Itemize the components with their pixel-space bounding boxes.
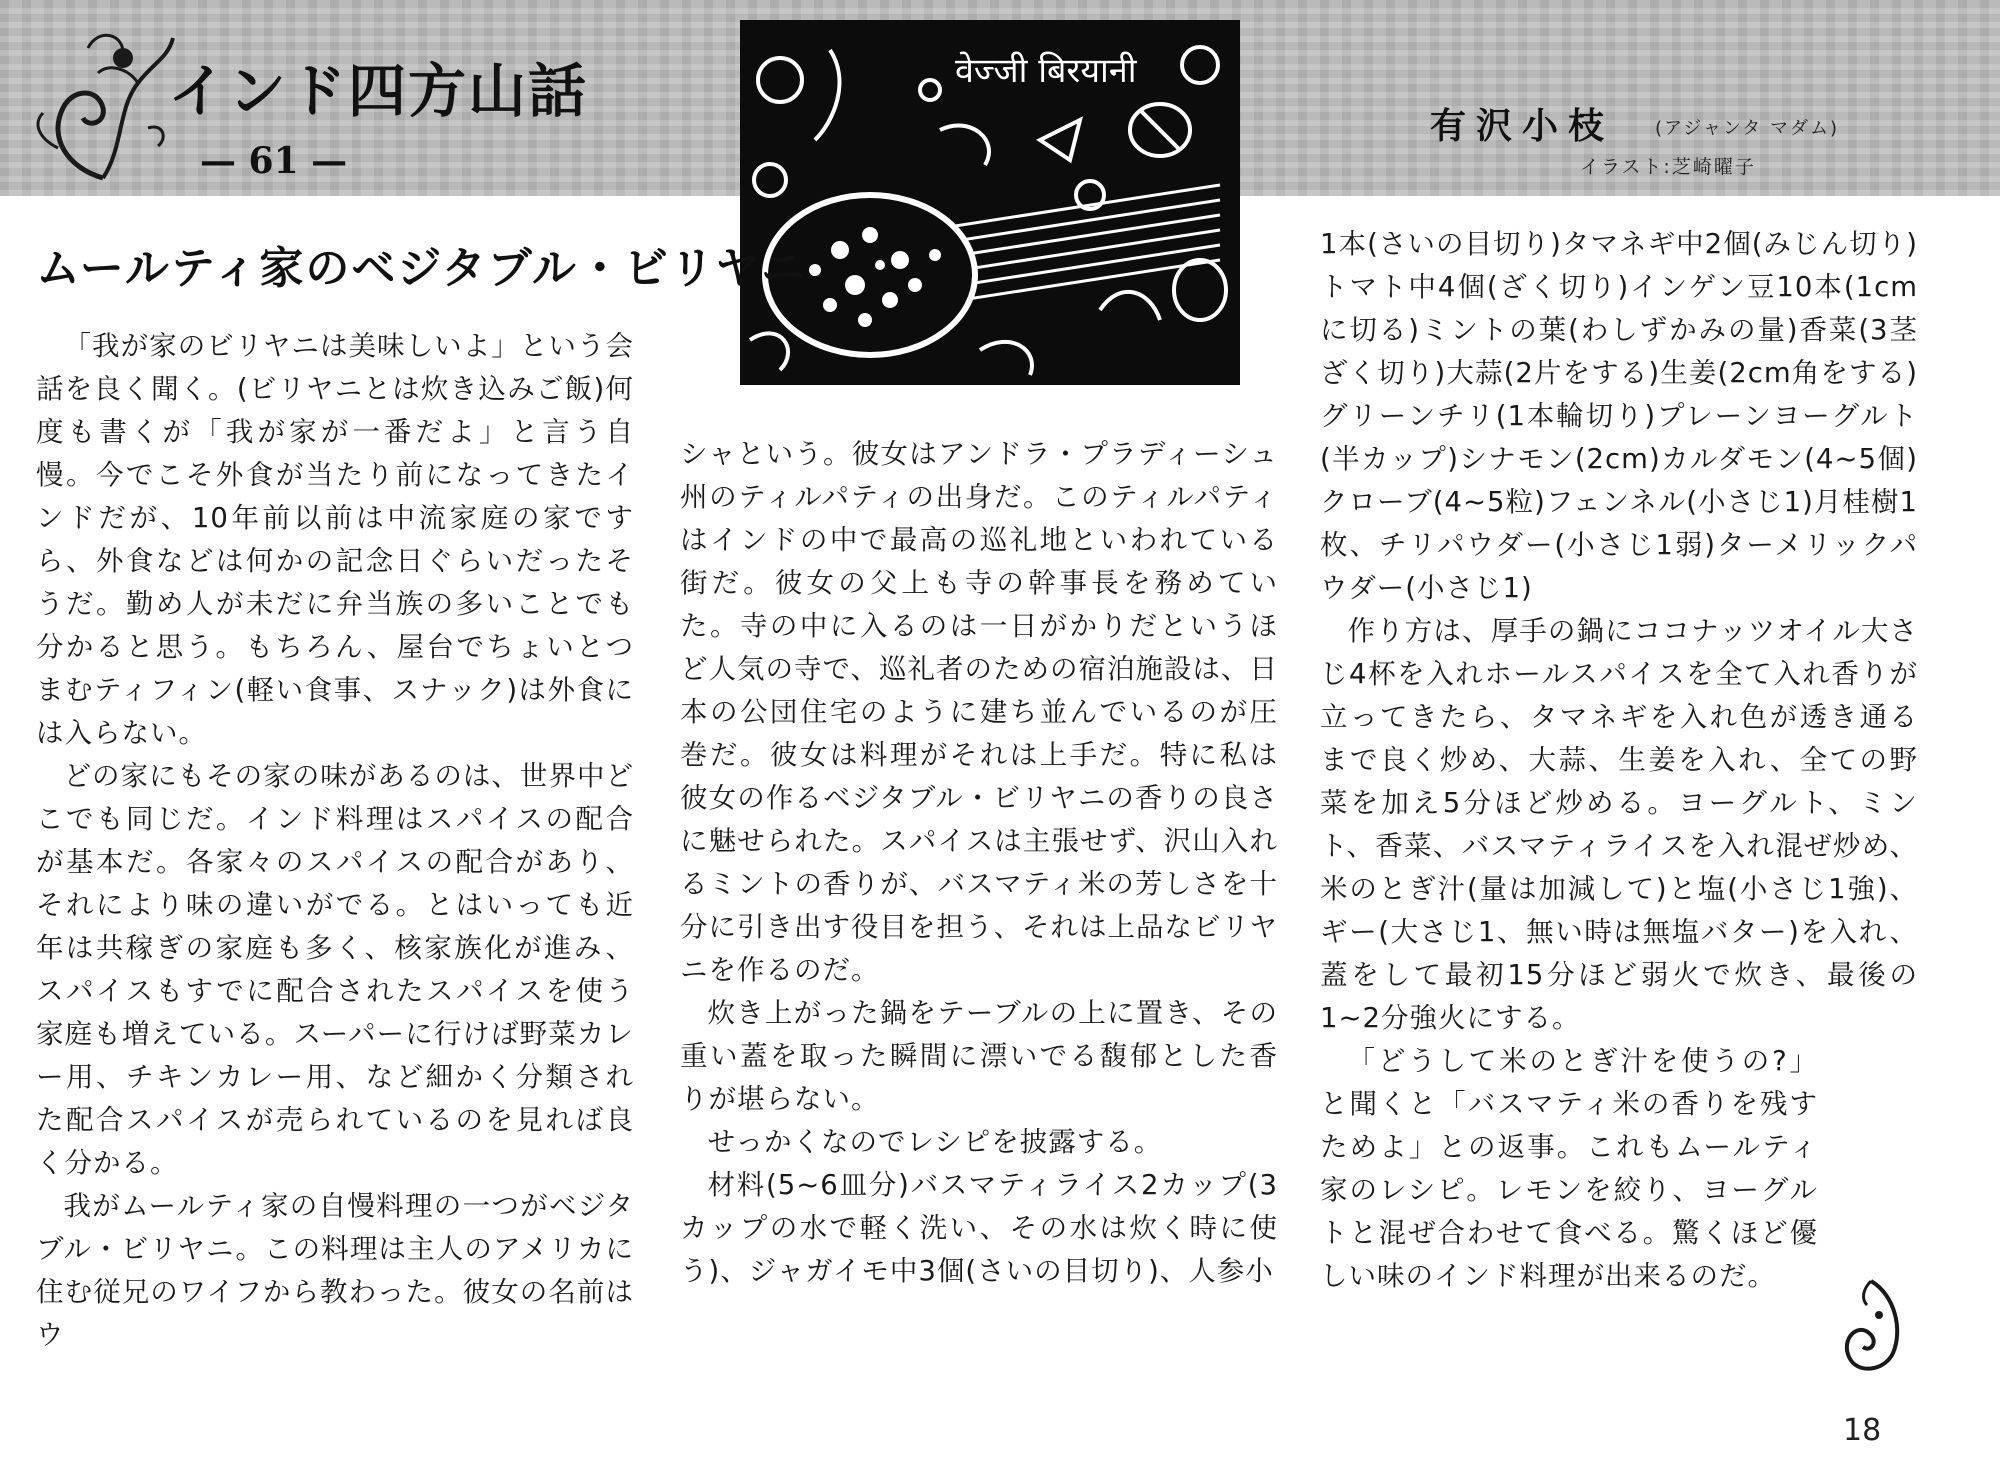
author-name: 有沢小枝	[1430, 105, 1615, 147]
article-paragraph: 1本(さいの目切り)タマネギ中2個(みじん切り)トマト中4個(ざく切り)インゲン豆10本(1cmに切る)ミントの葉(わしずかみの量)香菜(3茎ざく切り)大蒜(2片をする)生姜(2cm角をする)グリーンチリ(1本輪切り)プレーンヨーグルト(半カップ)シナモン(2cm)カルダモン(4~5個)クローブ(4~5粒)フェンネル(小さじ1)月桂樹1枚、チリパウダー(小さじ1弱)ターメリックパウダー(小さじ1)	[1320, 228, 1918, 604]
illustration-caption: वेज्जी बिरयानी	[955, 51, 1137, 91]
article-title: ムールティ家のベジタブル・ビリヤニ	[36, 243, 807, 294]
article-paragraph: 作り方は、厚手の鍋にココナッツオイル大さじ4杯を入れホールスパイスを全て入れ香りが立ってきたら、タマネギを入れ色が透き通るまで良く炒め、大蒜、生姜を入れ、全ての野菜を加え5分ほど炒める。ヨーグルト、ミント、香菜、バスマティライスを入れ混ぜ炒め、米のとぎ汁(量は加減して)と塩(小さじ1強)、ギー(大さじ1、無い時は無塩バター)を入れ、蓋をして最初15分ほど弱火で炊き、最後の1~2分強火にする。	[1320, 615, 1918, 1034]
article-paragraph: 「どうして米のとぎ汁を使うの?」と聞くと「バスマティ米の香りを残すためよ」との返事。これもムールティ家のレシピ。レモンを絞り、ヨーグルトと混ぜ合わせて食べる。驚くほど優しい味のインド料理が出来るのだ。	[1320, 1045, 1818, 1292]
article-paragraph: 材料(5~6皿分)バスマティライス2カップ(3カップの水で軽く洗い、その水は炊く時に使う)、ジャガイモ中3個(さいの目切り)、人参小	[680, 1169, 1278, 1287]
paisley-end-mark-icon	[1835, 1275, 1907, 1379]
article-column-1	[36, 325, 634, 1357]
article-column-2	[680, 433, 1278, 1293]
article-paragraph: 我がムールティ家の自慢料理の一つがベジタブル・ビリヤニ。この料理は主人のアメリカに住む従兄のワイフから教わった。彼女の名前はウ	[36, 1190, 634, 1351]
article-paragraph: 炊き上がった鍋をテーブルの上に置き、その重い蓋を取った瞬間に漂いでる馥郁とした香りが堪らない。	[680, 997, 1278, 1115]
floral-ornament-icon	[28, 28, 178, 188]
article-paragraph: 「我が家のビリヤニは美味しいよ」という会話を良く聞く。(ビリヤニとは炊き込みご飯)何度も書くが「我が家が一番だよ」と言う自慢。今でこそ外食が当たり前になってきたインドだが、10年前以前は中流家庭の家ですら、外食などは何かの記念日ぐらいだったそうだ。勤め人が未だに弁当族の多いことでも分かると思う。もちろん、屋台でちょいとつまむティフィン(軽い食事、スナック)は外食には入らない。	[36, 330, 634, 749]
biryani-illustration-icon	[740, 20, 1240, 385]
article-paragraph: せっかくなのでレシピを披露する。	[707, 1126, 1163, 1158]
article-paragraph: シャという。彼女はアンドラ・プラディーシュ州のティルパティの出身だ。このティルパティはインドの中で最高の巡礼地といわれている街だ。彼女の父上も寺の幹事長を務めていた。寺の中に入るのは一日がかりだというほど人気の寺で、巡礼者のための宿泊施設は、日本の公団住宅のように建ち並んでいるのが圧巻だ。彼女は料理がそれは上手だ。特に私は彼女の作るベジタブル・ビリヤニの香りの良さに魅せられた。スパイスは主張せず、沢山入れるミントの香りが、バスマティ米の芳しさを十分に引き出す役目を担う、それは上品なビリヤニを作るのだ。	[680, 438, 1278, 986]
article-paragraph: どの家にもその家の味があるのは、世界中どこでも同じだ。インド料理はスパイスの配合が基本だ。各家々のスパイスの配合があり、それにより味の違いがでる。とはいっても近年は共稼ぎの家庭も多く、核家族化が進み、スパイスもすでに配合されたスパイスを使う家庭も増えている。スーパーに行けば野菜カレー用、チキンカレー用、など細かく分類された配合スパイスが売られているのを見れば良く分かる。	[36, 760, 634, 1179]
series-number: — 61 —	[200, 140, 348, 182]
page-number: 18	[1843, 1413, 1882, 1448]
article-column-3	[1320, 223, 1918, 1298]
biryani-illustration	[740, 20, 1240, 385]
series-title: インド四方山話	[168, 57, 589, 125]
author-role: (アジャンタ マダム)	[1655, 118, 1839, 139]
illustrator-credit: イラスト:芝崎曜子	[1580, 156, 1756, 178]
